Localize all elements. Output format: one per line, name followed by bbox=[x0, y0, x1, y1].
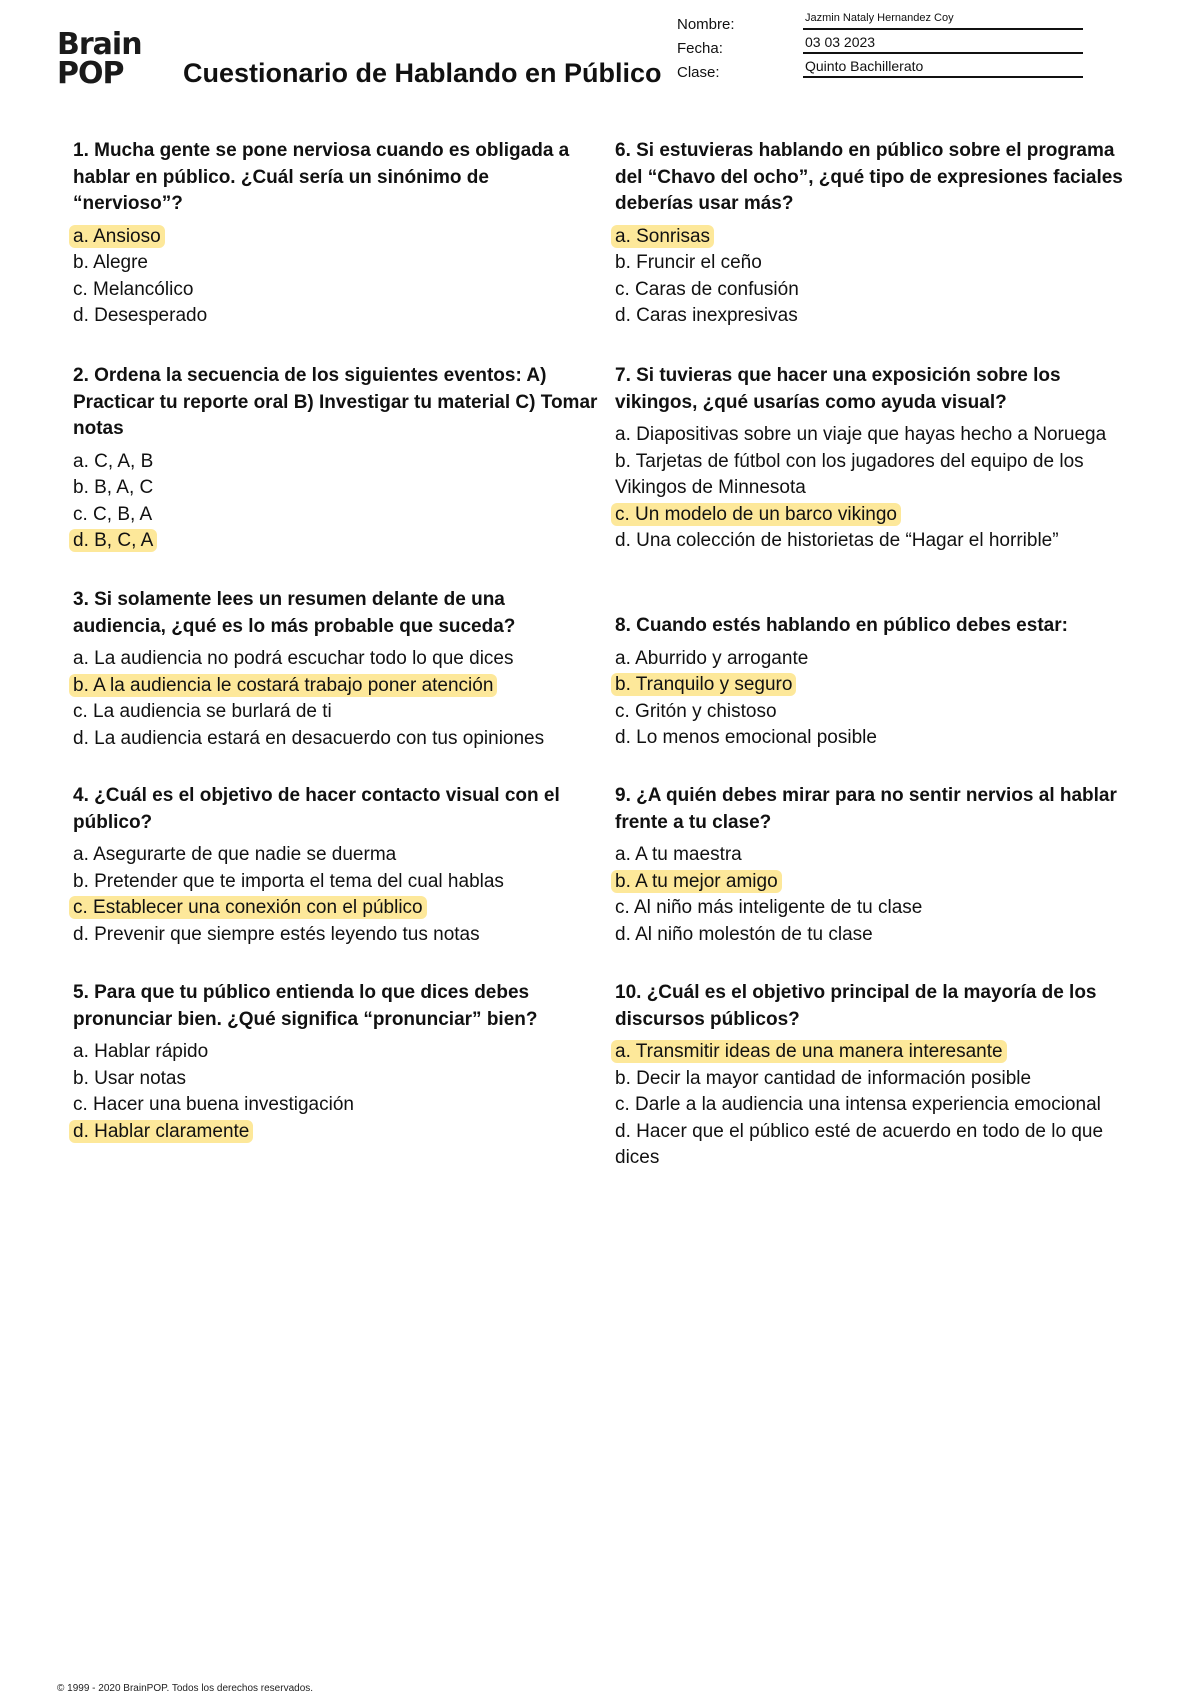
answer-label: c. Caras de confusión bbox=[615, 278, 799, 300]
selected-answer-label: d. B, C, A bbox=[69, 529, 157, 552]
answer-label: a. A tu maestra bbox=[615, 844, 742, 865]
answer-option[interactable] bbox=[615, 842, 1145, 869]
answer-option[interactable] bbox=[615, 250, 1145, 277]
clase-label: Clase: bbox=[677, 64, 720, 81]
nombre-label: Nombre: bbox=[677, 16, 735, 33]
answer-label: c. La audiencia se burlará de ti bbox=[73, 701, 332, 722]
answer-option[interactable] bbox=[615, 224, 1145, 251]
answer-label: b. Fruncir el ceño bbox=[615, 252, 762, 273]
question-text: 10. ¿Cuál es el objetivo principal de la mayoría de los discursos públicos? bbox=[615, 982, 1097, 1030]
answer-label: c. Al niño más inteligente de tu clase bbox=[615, 897, 923, 918]
question-9 bbox=[615, 783, 1145, 948]
answer-option[interactable] bbox=[73, 922, 603, 949]
answer-label: a. Diapositivas sobre un viaje que hayas hecho a Noruega bbox=[615, 424, 1107, 445]
question-text: 3. Si solamente lees un resumen delante de una audiencia, ¿qué es lo más probable que suceda? bbox=[73, 589, 516, 637]
answer-option[interactable] bbox=[73, 1092, 603, 1119]
answer-label: c. Melancólico bbox=[73, 278, 194, 300]
answer-option[interactable] bbox=[615, 528, 1145, 555]
question-4 bbox=[73, 783, 603, 948]
question-8 bbox=[615, 613, 1145, 752]
selected-answer-label: c. Establecer una conexión con el público bbox=[69, 896, 427, 919]
answer-label: b. Tarjetas de fútbol con los jugadores del equipo de los Vikingos de Minnesota bbox=[615, 450, 1084, 498]
answer-option[interactable] bbox=[615, 699, 1145, 726]
answer-label: b. Alegre bbox=[73, 252, 148, 273]
question-text: 5. Para que tu público entienda lo que dices debes pronunciar bien. ¿Qué significa “pronunciar” bien? bbox=[73, 982, 538, 1030]
answer-label: d. Una colección de historietas de “Hagar el horrible” bbox=[615, 530, 1059, 551]
nombre-field[interactable]: Jazmin Nataly Hernandez Coy bbox=[803, 8, 1083, 30]
answer-label: a. Aburrido y arrogante bbox=[615, 647, 809, 669]
answer-option[interactable] bbox=[73, 449, 603, 476]
question-6 bbox=[615, 138, 1145, 330]
question-7 bbox=[615, 363, 1145, 555]
selected-answer-label: c. Un modelo de un barco vikingo bbox=[611, 503, 901, 526]
answer-option[interactable] bbox=[73, 528, 603, 555]
answer-option[interactable] bbox=[615, 303, 1145, 330]
question-2 bbox=[73, 363, 603, 555]
answer-option[interactable] bbox=[73, 1039, 603, 1066]
fecha-label: Fecha: bbox=[677, 40, 723, 57]
answer-option[interactable] bbox=[615, 895, 1145, 922]
answer-option[interactable] bbox=[615, 1039, 1145, 1066]
answer-option[interactable] bbox=[73, 869, 603, 896]
answer-label: d. Desesperado bbox=[73, 305, 208, 326]
answer-option[interactable] bbox=[73, 224, 603, 251]
answer-label: d. La audiencia estará en desacuerdo con tus opiniones bbox=[73, 727, 545, 749]
answer-option[interactable] bbox=[615, 725, 1145, 752]
answer-label: a. C, A, B bbox=[73, 450, 154, 472]
question-text: 8. Cuando estés hablando en público debes estar: bbox=[615, 615, 1068, 636]
answer-option[interactable] bbox=[73, 475, 603, 502]
answer-option[interactable] bbox=[73, 895, 603, 922]
selected-answer-label: b. A la audiencia le costará trabajo poner atención bbox=[69, 674, 497, 697]
answer-label: c. Darle a la audiencia una intensa experiencia emocional bbox=[615, 1094, 1101, 1115]
answer-option[interactable] bbox=[615, 869, 1145, 896]
answer-option[interactable] bbox=[615, 1092, 1145, 1119]
page-title: Cuestionario de Hablando en Público bbox=[183, 58, 662, 88]
answer-label: a. Hablar rápido bbox=[73, 1041, 209, 1062]
answer-label: c. C, B, A bbox=[73, 503, 153, 525]
answer-option[interactable] bbox=[615, 646, 1145, 673]
answer-option[interactable] bbox=[73, 502, 603, 529]
answer-label: b. Usar notas bbox=[73, 1067, 186, 1089]
answer-label: d. Prevenir que siempre estés leyendo tus notas bbox=[73, 923, 480, 945]
brainpop-logo bbox=[57, 27, 142, 91]
answer-option[interactable] bbox=[73, 646, 603, 673]
answer-option[interactable] bbox=[615, 449, 1145, 502]
answer-option[interactable] bbox=[73, 1119, 603, 1146]
answer-option[interactable] bbox=[73, 277, 603, 304]
answer-option[interactable] bbox=[73, 726, 603, 753]
question-text: 6. Si estuvieras hablando en público sobre el programa del “Chavo del ocho”, ¿qué tipo de expresiones faciales deberías usar más? bbox=[615, 140, 1123, 214]
answer-label: a. Asegurarte de que nadie se duerma bbox=[73, 844, 397, 865]
answer-option[interactable] bbox=[615, 422, 1145, 449]
answer-label: c. Hacer una buena investigación bbox=[73, 1094, 354, 1115]
answer-label: d. Hacer que el público esté de acuerdo en todo de lo que dices bbox=[615, 1120, 1104, 1168]
answer-label: d. Al niño molestón de tu clase bbox=[615, 923, 873, 945]
question-text: 2. Ordena la secuencia de los siguientes eventos: A) Practicar tu reporte oral B) Investigar tu material C) Tomar notas bbox=[73, 365, 598, 439]
selected-answer-label: d. Hablar claramente bbox=[69, 1120, 253, 1143]
question-1 bbox=[73, 138, 603, 330]
question-10 bbox=[615, 980, 1145, 1172]
question-text: 1. Mucha gente se pone nerviosa cuando es obligada a hablar en público. ¿Cuál sería un sinónimo de “nervioso”? bbox=[73, 140, 570, 214]
answer-option[interactable] bbox=[615, 1119, 1145, 1172]
logo-line-2: POP bbox=[57, 56, 124, 91]
answer-option[interactable] bbox=[73, 250, 603, 277]
copyright-footer: © 1999 - 2020 BrainPOP. Todos los derechos reservados. bbox=[57, 1683, 314, 1694]
answer-option[interactable] bbox=[615, 1066, 1145, 1093]
answer-option[interactable] bbox=[615, 502, 1145, 529]
question-5 bbox=[73, 980, 603, 1145]
question-text: 9. ¿A quién debes mirar para no sentir nervios al hablar frente a tu clase? bbox=[615, 785, 1117, 833]
selected-answer-label: a. Sonrisas bbox=[611, 225, 714, 248]
question-text: 7. Si tuvieras que hacer una exposición sobre los vikingos, ¿qué usarías como ayuda visual? bbox=[615, 365, 1061, 413]
answer-label: d. Lo menos emocional posible bbox=[615, 727, 877, 748]
question-text: 4. ¿Cuál es el objetivo de hacer contacto visual con el público? bbox=[73, 785, 560, 833]
answer-label: b. B, A, C bbox=[73, 477, 154, 498]
selected-answer-label: b. Tranquilo y seguro bbox=[611, 673, 796, 696]
selected-answer-label: b. A tu mejor amigo bbox=[611, 870, 782, 893]
answer-option[interactable] bbox=[615, 277, 1145, 304]
answer-option[interactable] bbox=[73, 699, 603, 726]
question-3 bbox=[73, 587, 603, 752]
answer-option[interactable] bbox=[615, 672, 1145, 699]
answer-label: b. Pretender que te importa el tema del cual hablas bbox=[73, 870, 504, 892]
answer-option[interactable] bbox=[615, 922, 1145, 949]
answer-option[interactable] bbox=[73, 842, 603, 869]
answer-label: c. Gritón y chistoso bbox=[615, 700, 777, 722]
selected-answer-label: a. Transmitir ideas de una manera interesante bbox=[611, 1040, 1007, 1063]
selected-answer-label: a. Ansioso bbox=[69, 225, 165, 248]
logo-line-1: Brain bbox=[57, 27, 142, 62]
answer-option[interactable] bbox=[73, 673, 603, 700]
answer-label: d. Caras inexpresivas bbox=[615, 305, 798, 326]
answer-label: b. Decir la mayor cantidad de información posible bbox=[615, 1067, 1032, 1089]
answer-option[interactable] bbox=[73, 303, 603, 330]
clase-field[interactable]: Quinto Bachillerato bbox=[803, 56, 1083, 78]
fecha-field[interactable]: 03 03 2023 bbox=[803, 32, 1083, 54]
answer-label: a. La audiencia no podrá escuchar todo lo que dices bbox=[73, 648, 514, 669]
answer-option[interactable] bbox=[73, 1066, 603, 1093]
